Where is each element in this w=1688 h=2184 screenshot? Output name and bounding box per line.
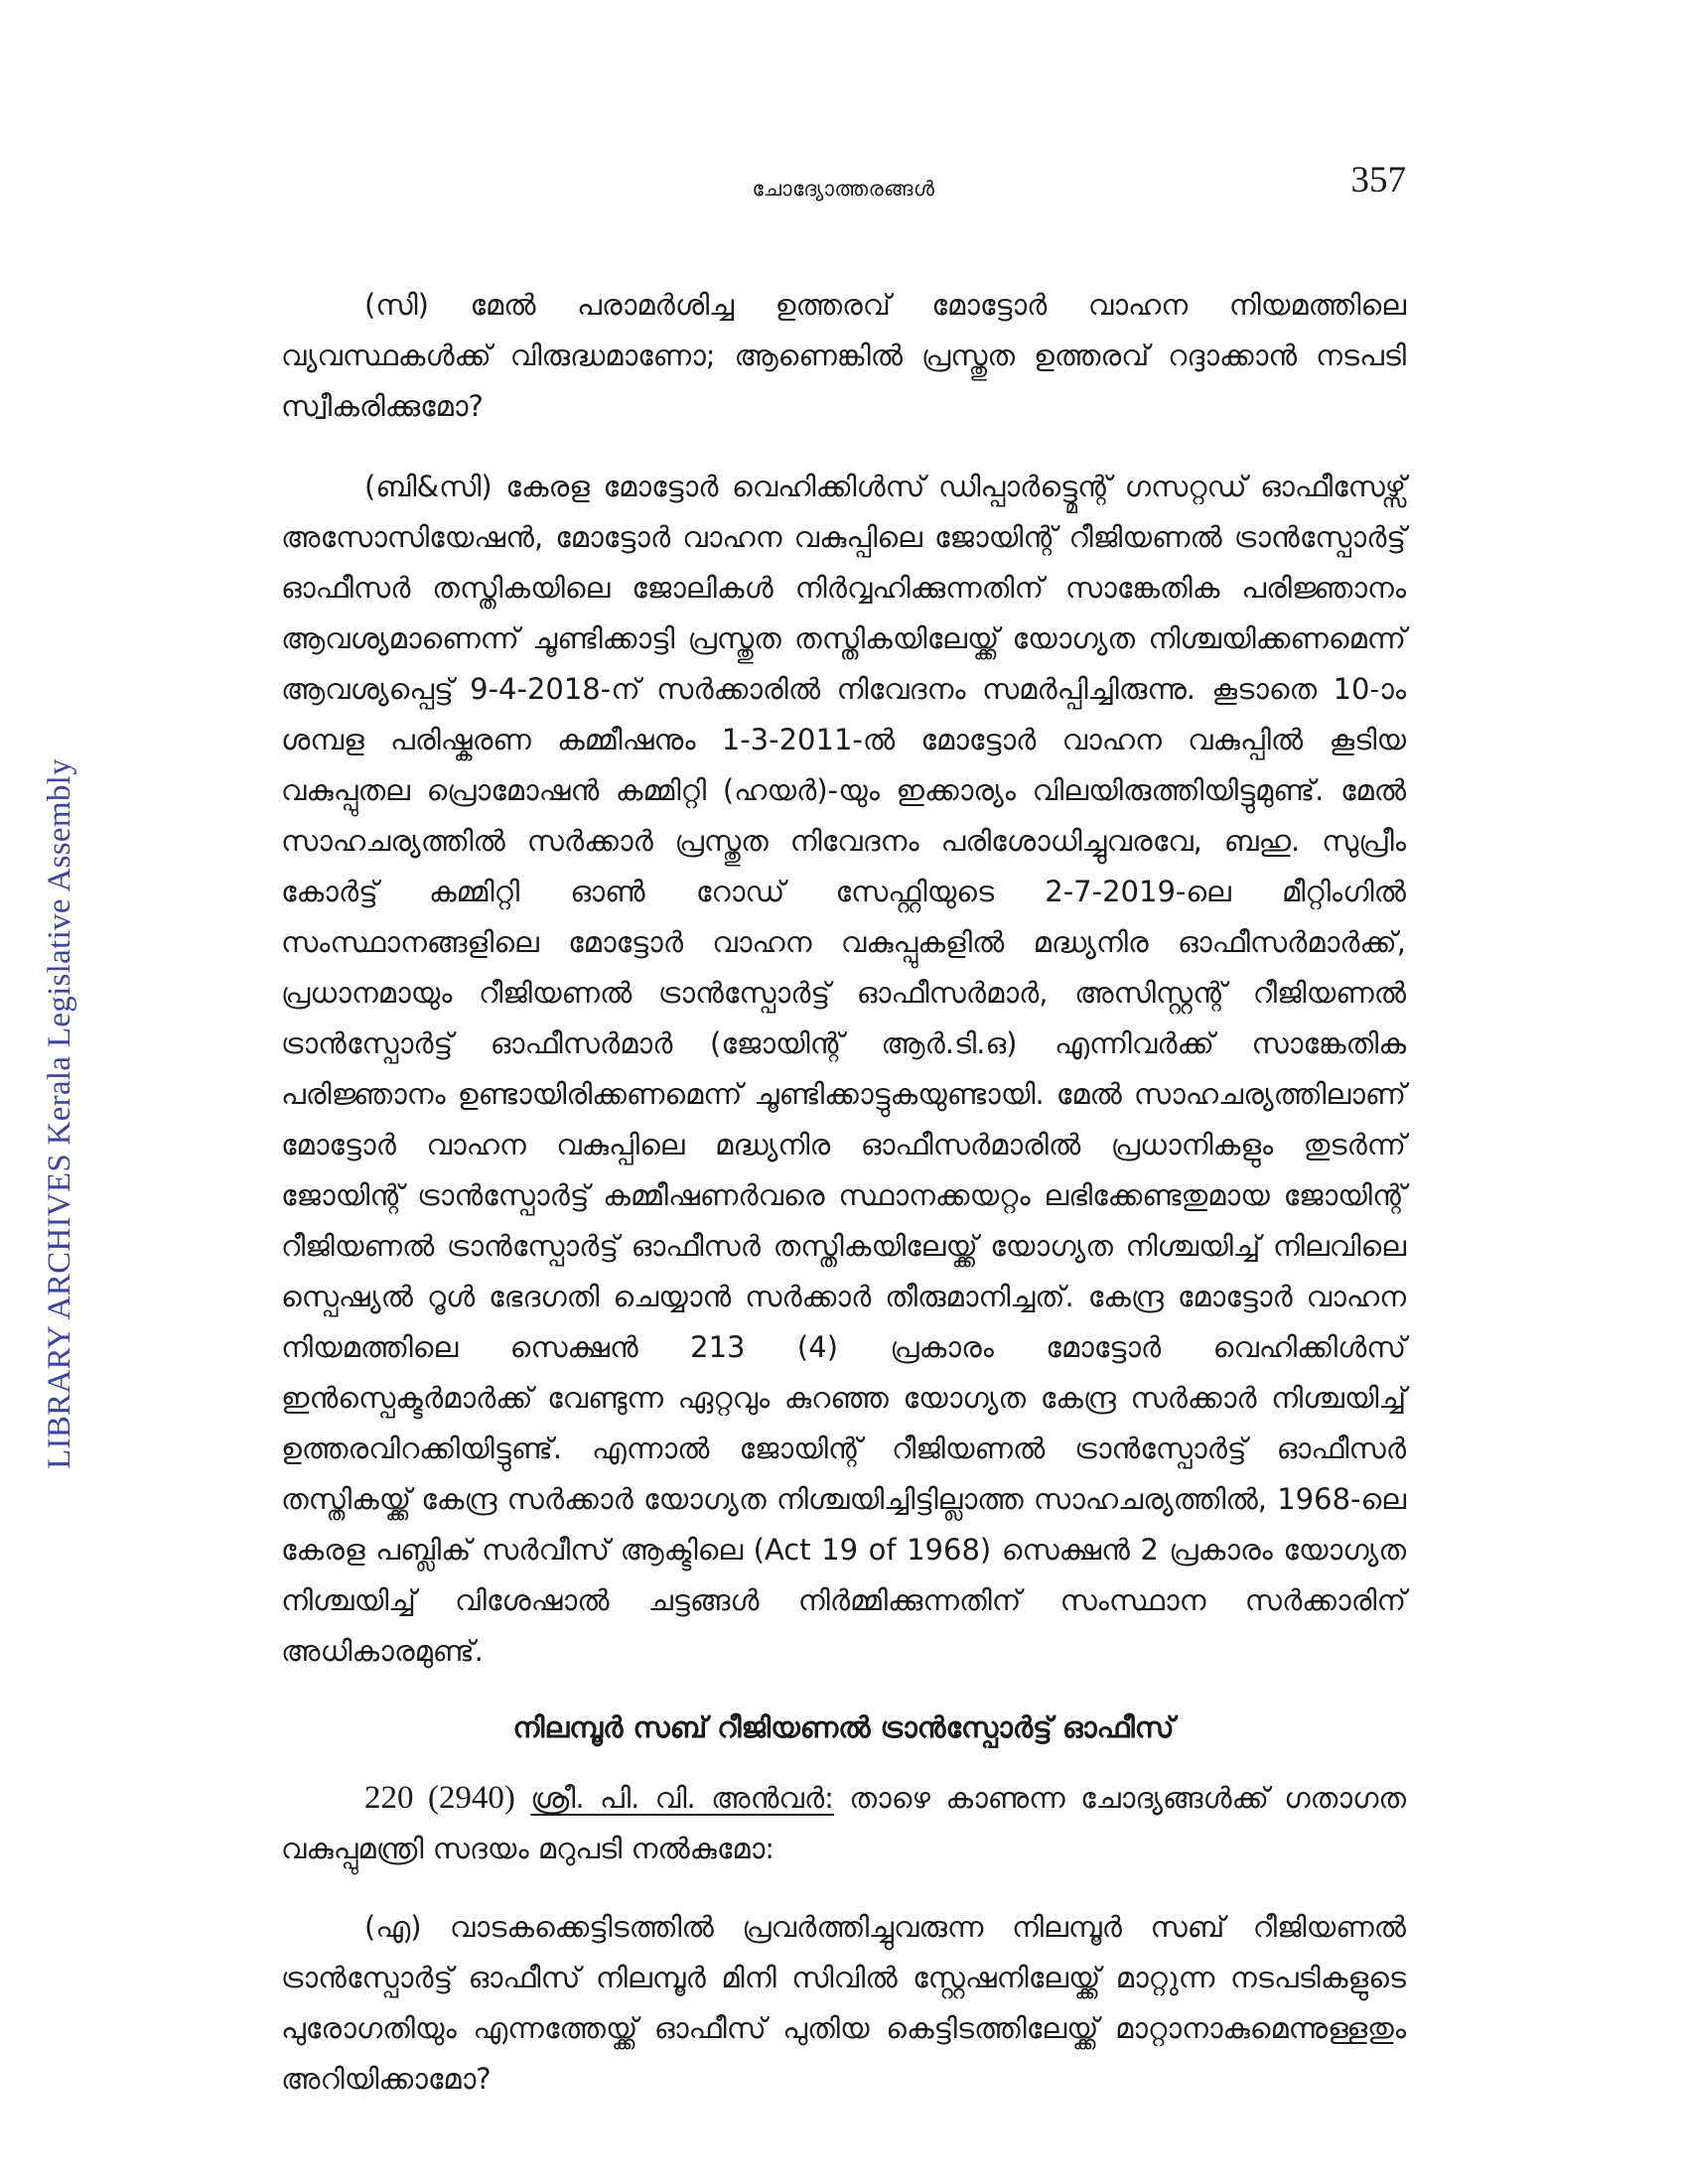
member-name: ശ്രീ. പി. വി. അൻവർ: bbox=[530, 1781, 834, 1815]
section-heading: നിലമ്പൂർ സബ് റീജിയണൽ ട്രാൻസ്പോർട്ട് ഓഫീസ് bbox=[512, 1710, 1175, 1744]
question-paragraph-a: (എ) വാടകക്കെട്ടിടത്തിൽ പ്രവർത്തിച്ചുവരുന്ന നിലമ്പൂർ സബ് റീജിയണൽ ട്രാൻസ്പോർട്ട് ഓഫീസ് നിലമ്പൂർ മിനി സിവിൽ സ്റ്റേഷനിലേയ്ക്ക് മാറ്റുന്ന നടപടികളുടെ പുരോഗതിയും എന്നത്തേയ്ക്ക് ഓഫീസ് പുതിയ കെട്ടിടത്തിലേയ്ക്ക് മാറ്റാനാകുമെന്നുള്ളതും അറിയിക്കാമോ? bbox=[281, 1910, 1406, 2096]
running-header bbox=[281, 159, 1406, 218]
running-title: ചോദ്യോത്തരങ്ങൾ bbox=[752, 177, 935, 201]
question-number: 220 (2940) bbox=[364, 1780, 515, 1816]
page-number: 357 bbox=[1350, 160, 1406, 201]
answer-paragraph-b-c: (ബി&സി) കേരള മോട്ടോർ വെഹിക്കിൾസ് ഡിപ്പാർട്ട്മെന്റ് ഗസറ്റഡ് ഓഫീസേഴ്സ് അസോസിയേഷൻ, മോട്ടോർ വാഹന വകുപ്പിലെ ജോയിന്റ് റീജിയണൽ ട്രാൻസ്പോർട്ട് ഓഫീസർ തസ്തികയിലെ ജോലികൾ നിർവ്വഹിക്കുന്നതിന് സാങ്കേതിക പരിജ്ഞാനം ആവശ്യമാണെന്ന് ചൂണ്ടിക്കാട്ടി പ്രസ്തുത തസ്തികയിലേയ്ക്ക് യോഗ്യത നിശ്ചയിക്കണമെന്ന് ആവശ്യപ്പെട്ട് 9-4-2018-ന് സർക്കാരിൽ നിവേദനം സമർപ്പിച്ചിരുന്നു. കൂടാതെ 10-ാം ശമ്പള പരിഷ്കരണ കമ്മീഷനും 1-3-2011-ൽ മോട്ടോർ വാഹന വകുപ്പിൽ കൂടിയ വകുപ്പുതല പ്രൊമോഷൻ കമ്മിറ്റി (ഹയർ)-യും ഇക്കാര്യം വിലയിരുത്തിയിട്ടുമുണ്ട്. മേൽ സാഹചര്യത്തിൽ സർക്കാർ പ്രസ്തുത നിവേദനം പരിശോധിച്ചുവരവേ, ബഹു. സുപ്രീം കോർട്ട് കമ്മിറ്റി ഓൺ റോഡ് സേഫ്റ്റിയുടെ 2-7-2019-ലെ മീറ്റിംഗിൽ സംസ്ഥാനങ്ങളിലെ മോട്ടോർ വാഹന വകുപ്പുകളിൽ മദ്ധ്യനിര ഓഫീസർമാർക്ക്, പ്രധാനമായും റീജിയണൽ ട്രാൻസ്പോർട്ട് ഓഫീസർമാർ, അസിസ്റ്റന്റ് റീജിയണൽ ട്രാൻസ്പോർട്ട് ഓഫീസർമാർ (ജോയിന്റ് ആർ.ടി.ഒ) എന്നിവർക്ക് സാങ്കേതിക പരിജ്ഞാനം ഉണ്ടായിരിക്കണമെന്ന് ചൂണ്ടിക്കാട്ടുകയുണ്ടായി. മേൽ സാഹചര്യത്തിലാണ് മോട്ടോർ വാഹന വകുപ്പിലെ മദ്ധ്യനിര ഓഫീസർമാരിൽ പ്രധാനികളും തുടർന്ന് ജോയിന്റ് ട്രാൻസ്പോർട്ട് കമ്മീഷണർവരെ സ്ഥാനക്കയറ്റം ലഭിക്കേണ്ടതുമായ ജോയിന്റ് റീജിയണൽ ട്രാൻസ്പോർട്ട് ഓഫീസർ തസ്തികയിലേയ്ക്ക് യോഗ്യത നിശ്ചയിച്ച് നിലവിലെ സ്പെഷ്യൽ റൂൾ ഭേദഗതി ചെയ്യാൻ സർക്കാർ തീരുമാനിച്ചത്. കേന്ദ്ര മോട്ടോർ വാഹന നിയമത്തിലെ സെക്ഷൻ 213 (4) പ്രകാരം മോട്ടോർ വെഹിക്കിൾസ് ഇൻസ്പെക്ടർമാർക്ക് വേണ്ടുന്ന ഏറ്റവും കുറഞ്ഞ യോഗ്യത കേന്ദ്ര സർക്കാർ നിശ്ചയിച്ച് ഉത്തരവിറക്കിയിട്ടുണ്ട്. എന്നാൽ ജോയിന്റ് റീജിയണൽ ട്രാൻസ്പോർട്ട് ഓഫീസർ തസ്തികയ്ക്ക് കേന്ദ്ര സർക്കാർ യോഗ്യത നിശ്ചയിച്ചിട്ടില്ലാത്ത സാഹചര്യത്തിൽ, 1968-ലെ കേരള പബ്ലിക് സർവീസ് ആക്ടിലെ (Act 19 of 1968) സെക്ഷൻ 2 പ്രകാരം യോഗ്യത നിശ്ചയിച്ച് വിശേഷാൽ ചട്ടങ്ങൾ നിർമ്മിക്കുന്നതിന് സംസ്ഥാന സർക്കാരിന് അധികാരമുണ്ട്. bbox=[281, 470, 1406, 1668]
archive-watermark: LIBRARY ARCHIVES Kerala Legislative Assembly bbox=[42, 758, 77, 1469]
document-page bbox=[281, 159, 1406, 2105]
question-intro: താഴെ കാണുന്ന ചോദ്യങ്ങൾക്ക് ഗതാഗത വകുപ്പുമന്ത്രി സദയം മറുപടി നൽകുമോ: bbox=[281, 1781, 1407, 1865]
question-header bbox=[281, 1773, 1406, 1874]
answer-paragraph-c: (സി) മേൽ പരാമർശിച്ച ഉത്തരവ് മോട്ടോർ വാഹന നിയമത്തിലെ വ്യവസ്ഥകൾക്ക് വിരുദ്ധമാണോ; ആണെങ്കിൽ പ്രസ്തുത ഉത്തരവ് റദ്ദാക്കാൻ നടപടി സ്വീകരിക്കുമോ? bbox=[281, 288, 1406, 423]
